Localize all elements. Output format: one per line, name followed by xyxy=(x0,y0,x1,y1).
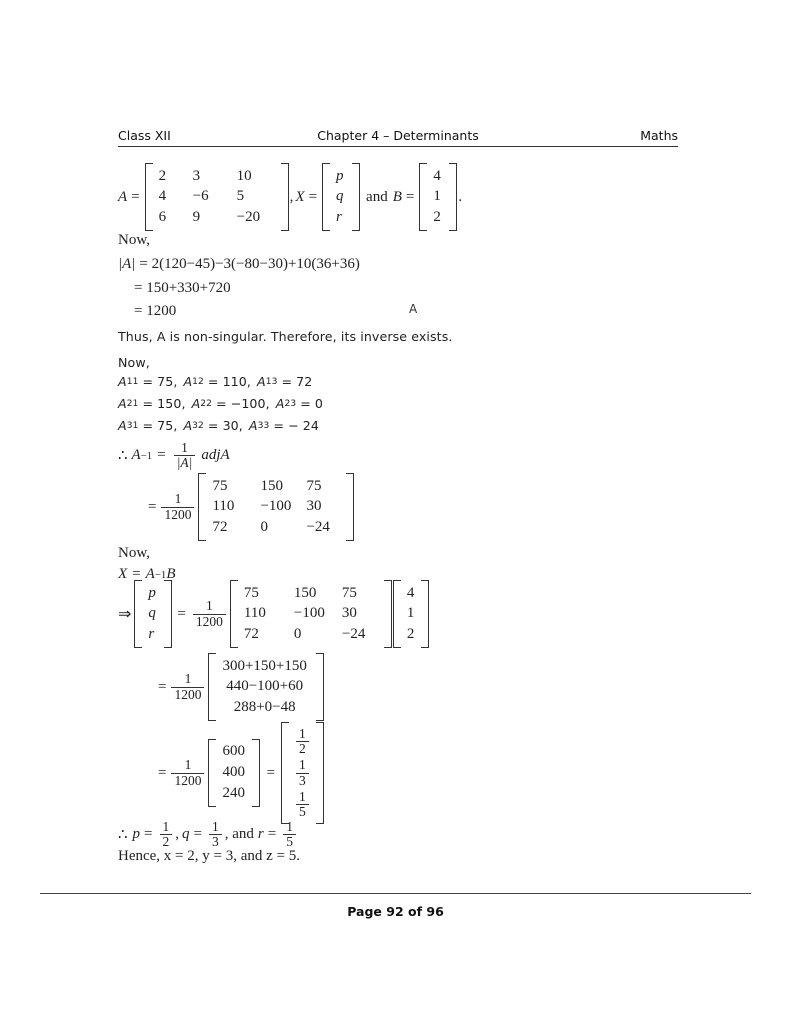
fraction-denominator: |A| xyxy=(174,455,196,470)
cell: 9 xyxy=(192,208,201,225)
determinant-line-3: = 1200 xyxy=(134,303,177,319)
bracket-right-icon xyxy=(252,739,260,807)
cell: 75 xyxy=(243,584,259,601)
cell: 150 xyxy=(260,477,283,494)
fraction-denominator: 3 xyxy=(209,834,222,849)
now-label-3: Now, xyxy=(118,545,150,561)
cell: 4 xyxy=(406,584,415,601)
header-class-label: Class XII xyxy=(118,128,171,143)
non-singular-statement: Thus, A is non-singular. Therefore, its inverse exists. xyxy=(118,329,453,344)
one-over-1200-fraction xyxy=(161,492,194,521)
one-over-1200-fraction xyxy=(193,599,226,628)
numeric-result-grid xyxy=(216,739,252,807)
fraction-denominator: 1200 xyxy=(161,507,194,522)
equals-sign-b: = xyxy=(405,188,415,205)
and-separator: , and xyxy=(224,826,254,843)
matrix-a-grid xyxy=(153,163,281,231)
cofactor-index: 31 xyxy=(126,420,139,431)
cell: q xyxy=(148,605,156,622)
matrix-b-label: B xyxy=(392,188,402,205)
matrix-b xyxy=(419,163,457,231)
stray-letter-a: A xyxy=(409,302,418,316)
cell: 110 xyxy=(243,605,266,622)
bracket-left-icon xyxy=(322,163,330,231)
cell: 150 xyxy=(293,584,317,601)
cell: 2 xyxy=(406,625,415,642)
hence-conclusion-line: Hence, x = 2, y = 3, and z = 5. xyxy=(118,848,300,864)
b-label: B xyxy=(166,566,176,582)
therefore-symbol: ∴ xyxy=(118,827,128,844)
cell: 10 xyxy=(236,167,252,184)
solve-system-line xyxy=(118,580,430,648)
cell: 600 xyxy=(222,743,245,760)
equals-sign: = xyxy=(158,764,167,781)
fraction-denominator: 5 xyxy=(283,834,296,849)
fraction-numerator: 1 xyxy=(184,757,192,773)
fraction-result-vector xyxy=(281,722,324,824)
equals-sign-x: = xyxy=(308,188,318,205)
adjoint-matrix xyxy=(198,473,354,541)
page-header xyxy=(118,128,678,147)
cell: 110 xyxy=(212,498,235,515)
cell: 72 xyxy=(243,625,259,642)
cofactor-name: A xyxy=(183,374,193,389)
determinant-notation: |A| xyxy=(118,256,136,272)
cell: 75 xyxy=(341,584,357,601)
bracket-right-icon xyxy=(316,722,324,824)
cell: −24 xyxy=(306,518,330,535)
fraction-numerator: 1 xyxy=(298,788,306,804)
fraction-numerator: 1 xyxy=(298,726,306,741)
cell xyxy=(291,726,314,757)
cell: r xyxy=(336,208,342,225)
cofactor-value: 110 xyxy=(222,374,247,389)
determinant-line-2: = 150+330+720 xyxy=(134,280,231,296)
equals-sign: = xyxy=(144,826,153,843)
cell xyxy=(291,789,314,820)
cell: p xyxy=(148,584,156,601)
inverse-definition-line xyxy=(118,441,230,470)
q-value-fraction xyxy=(209,820,222,849)
matrix-x-grid xyxy=(330,163,352,231)
unknown-vector xyxy=(134,580,172,648)
cell: 3 xyxy=(192,167,201,184)
cofactor-value: 72 xyxy=(296,374,313,389)
cell: −6 xyxy=(192,188,209,205)
matrix-definitions-line xyxy=(118,163,462,231)
cofactor-value: −100 xyxy=(230,396,266,411)
fraction-numerator: 1 xyxy=(298,757,306,773)
cell: −100 xyxy=(260,498,292,515)
equals-sign: = xyxy=(132,566,141,582)
bracket-left-icon xyxy=(145,163,153,231)
bracket-right-icon xyxy=(346,473,354,541)
r-label: r xyxy=(257,826,264,843)
fraction-numerator: 1 xyxy=(162,819,170,834)
bracket-right-icon xyxy=(384,580,392,648)
and-word: and xyxy=(366,188,388,205)
cell: 4 xyxy=(158,188,167,205)
fraction-numerator: 1 xyxy=(181,440,188,455)
bracket-right-icon xyxy=(316,653,324,721)
bracket-right-icon xyxy=(449,163,457,231)
comma-separator: , xyxy=(289,188,294,205)
matrix-x xyxy=(322,163,360,231)
cofactor-value: 75 xyxy=(157,418,174,433)
cofactor-value: − 24 xyxy=(288,418,319,433)
a-inverse-label: A xyxy=(131,447,141,464)
bracket-left-icon xyxy=(208,739,216,807)
equals-sign: = xyxy=(267,826,277,843)
cofactor-index: 32 xyxy=(192,420,204,431)
fraction-denominator: 3 xyxy=(296,773,309,788)
final-pqr-line xyxy=(118,820,299,849)
matrix-a-label: A xyxy=(118,188,128,205)
cell: 5 xyxy=(236,188,245,205)
equals-sign: = xyxy=(148,498,157,515)
cell: 0 xyxy=(293,625,302,642)
constant-vector xyxy=(393,580,429,648)
cofactor-name: A xyxy=(191,396,201,411)
equals-sign: = xyxy=(158,678,167,695)
result-fraction-q xyxy=(296,758,309,787)
cofactor-name: A xyxy=(118,418,127,433)
fraction-denominator: 1200 xyxy=(193,614,226,629)
cell: r xyxy=(148,625,155,642)
cell: q xyxy=(336,188,344,205)
cofactor-index: 23 xyxy=(284,398,297,409)
fraction-numerator: 1 xyxy=(174,491,182,507)
q-label: q xyxy=(182,826,190,843)
cofactor-row-1: A 11 = 75 , A 12 = 110 , A 13 = 72 xyxy=(118,374,313,389)
bracket-right-icon xyxy=(164,580,172,648)
result-fraction-r xyxy=(296,790,309,819)
cofactor-value: 75 xyxy=(157,374,174,389)
cofactor-value: 30 xyxy=(222,418,239,433)
expansion-vector xyxy=(208,653,323,721)
one-over-det-fraction xyxy=(174,441,196,470)
matrix-a xyxy=(145,163,289,231)
bracket-left-icon xyxy=(198,473,206,541)
adjoint-matrix-grid xyxy=(206,473,346,541)
cell: 2 xyxy=(158,167,167,184)
constant-vector-grid xyxy=(401,580,421,648)
cell: 300+150+150 xyxy=(222,657,307,674)
cell: 240 xyxy=(222,784,245,801)
bracket-left-icon xyxy=(281,722,289,824)
p-label: p xyxy=(132,826,141,843)
cofactor-index: 11 xyxy=(126,376,139,387)
equals-sign-a: = xyxy=(131,188,140,205)
header-chapter-title: Chapter 4 – Determinants xyxy=(317,128,479,143)
cell: 2 xyxy=(433,208,441,225)
implies-arrow-icon: ⇒ xyxy=(118,606,132,624)
matrix-x-label: X xyxy=(295,188,305,205)
one-over-1200-fraction xyxy=(171,758,204,787)
cell: 288+0−48 xyxy=(233,698,296,715)
cell: 4 xyxy=(433,167,441,184)
period-mark: . xyxy=(458,188,463,205)
cofactor-name: A xyxy=(183,418,193,433)
bracket-right-icon xyxy=(421,580,429,648)
matrix-b-grid xyxy=(427,163,449,231)
cell: 30 xyxy=(341,605,357,622)
cofactor-index: 33 xyxy=(257,420,270,431)
r-value-fraction xyxy=(283,820,296,849)
unknown-vector-grid xyxy=(142,580,164,648)
cofactor-name: A xyxy=(275,396,285,411)
bracket-left-icon xyxy=(208,653,216,721)
cofactor-index: 13 xyxy=(265,376,278,387)
expansion-line xyxy=(158,653,325,721)
cofactor-name: A xyxy=(257,374,266,389)
cell xyxy=(291,757,314,788)
fraction-denominator: 1200 xyxy=(171,773,204,788)
fraction-numerator: 1 xyxy=(286,819,293,834)
cofactor-index: 21 xyxy=(126,398,139,409)
cofactor-row-2: A 21 = 150 , A 22 = −100 , A 23 = 0 xyxy=(118,396,324,411)
bracket-left-icon xyxy=(230,580,238,648)
cell: −20 xyxy=(236,208,261,225)
x-label: X xyxy=(118,566,128,582)
numeric-result-vector xyxy=(208,739,260,807)
fraction-numerator: 1 xyxy=(211,819,219,834)
cofactor-name: A xyxy=(248,418,258,433)
equals-sign: = xyxy=(157,447,166,464)
cofactor-row-3: A 31 = 75 , A 32 = 30 , A 33 = − 24 xyxy=(118,418,319,433)
p-value-fraction xyxy=(160,820,173,849)
cell: 75 xyxy=(212,477,228,494)
header-subject-label: Maths xyxy=(640,128,678,143)
one-over-1200-fraction xyxy=(171,672,204,701)
fraction-denominator: 1200 xyxy=(171,687,204,702)
therefore-symbol: ∴ xyxy=(118,448,128,465)
cell: 75 xyxy=(306,477,322,494)
page-number-label: Page 92 of 96 xyxy=(347,904,444,919)
cofactor-index: 22 xyxy=(200,398,213,409)
a-exponent: −1 xyxy=(154,568,167,581)
fraction-denominator: 2 xyxy=(296,741,309,756)
cell: 0 xyxy=(260,518,268,535)
result-line xyxy=(158,722,325,824)
inverse-matrix xyxy=(230,580,392,648)
a-inverse-exponent: −1 xyxy=(140,449,153,462)
cofactor-index: 12 xyxy=(192,376,204,387)
cofactor-name: A xyxy=(118,374,127,389)
equals-sign: = xyxy=(193,826,202,843)
cofactor-value: 0 xyxy=(314,396,324,411)
result-fraction-p xyxy=(296,727,309,756)
bracket-left-icon xyxy=(393,580,401,648)
equals-sign: = xyxy=(266,764,275,781)
adjoint-label: adjA xyxy=(201,447,230,464)
inverse-matrix-grid xyxy=(238,580,384,648)
fraction-denominator: 5 xyxy=(296,804,309,819)
bracket-left-icon xyxy=(134,580,142,648)
cell: 72 xyxy=(212,518,228,535)
cofactor-value: 150 xyxy=(157,396,182,411)
fraction-numerator: 1 xyxy=(184,671,192,687)
equals-sign: = xyxy=(177,605,186,622)
page-footer xyxy=(40,893,751,919)
cell: 1 xyxy=(406,605,415,622)
cell: p xyxy=(336,167,344,184)
bracket-right-icon xyxy=(352,163,360,231)
cofactor-name: A xyxy=(118,396,127,411)
determinant-expansion: = 2(120−45)−3(−80−30)+10(36+36) xyxy=(139,256,360,272)
now-label-2: Now, xyxy=(118,355,150,370)
fraction-denominator: 2 xyxy=(160,834,173,849)
comma-separator: , xyxy=(175,826,180,843)
adjoint-matrix-line xyxy=(148,473,355,541)
cell: −100 xyxy=(293,605,325,622)
cell: 400 xyxy=(222,764,245,781)
expansion-vector-grid xyxy=(216,653,315,721)
determinant-line-1 xyxy=(118,256,360,273)
fraction-result-grid xyxy=(289,722,316,824)
bracket-right-icon xyxy=(281,163,289,231)
cell: 6 xyxy=(158,208,167,225)
a-label: A xyxy=(145,566,155,582)
now-label-1: Now, xyxy=(118,232,150,248)
bracket-left-icon xyxy=(419,163,427,231)
cell: 1 xyxy=(433,188,441,205)
fraction-numerator: 1 xyxy=(206,598,213,614)
cell: 30 xyxy=(306,498,322,515)
cell: 440−100+60 xyxy=(226,678,304,695)
cell: −24 xyxy=(341,625,366,642)
